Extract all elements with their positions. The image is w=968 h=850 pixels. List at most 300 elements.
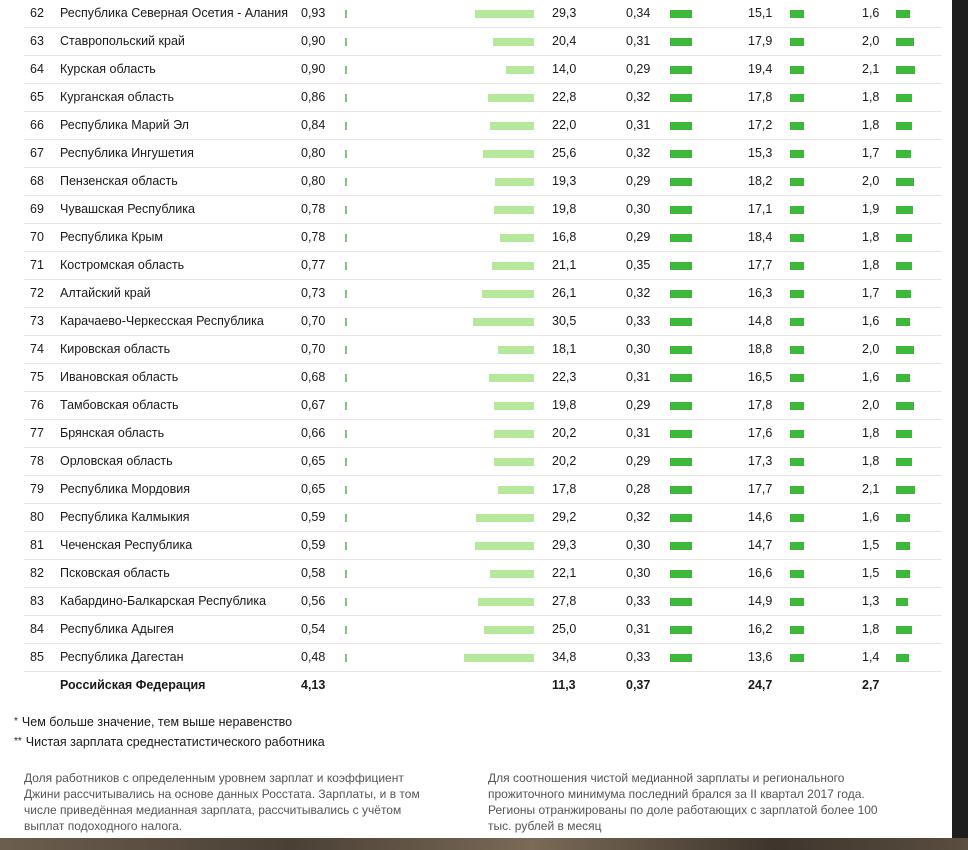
fin-cell: 2,7: [862, 678, 880, 692]
share-bar: [489, 374, 534, 382]
ratio-bar: [670, 122, 692, 130]
rank-cell: 69: [30, 202, 44, 216]
minwage-bar: [790, 430, 804, 438]
minwage-bar: [790, 290, 804, 298]
minwage-cell: 14,9: [748, 594, 773, 608]
rank-cell: 82: [30, 566, 44, 580]
fin-bar: [896, 486, 915, 494]
gini-bar: [345, 94, 347, 102]
ratio-bar: [670, 654, 692, 662]
share-bar: [498, 346, 534, 354]
table-row: [24, 448, 942, 476]
gini-bar: [345, 374, 347, 382]
fin-cell: 1,7: [862, 146, 880, 160]
ratio-bar: [670, 38, 692, 46]
share-bar: [484, 626, 534, 634]
fin-cell: 1,8: [862, 90, 880, 104]
gini-bar: [345, 234, 347, 242]
gini-bar: [345, 66, 347, 74]
table-row: [24, 616, 942, 644]
share-cell: 14,0: [552, 62, 577, 76]
ratio-cell: 0,30: [626, 566, 651, 580]
rank-cell: 74: [30, 342, 44, 356]
minwage-cell: 17,7: [748, 258, 773, 272]
minwage-bar: [790, 402, 804, 410]
region-name-cell: Республика Марий Эл: [60, 118, 189, 132]
minwage-cell: 18,8: [748, 342, 773, 356]
gini-cell: 0,78: [301, 202, 326, 216]
minwage-bar: [790, 10, 804, 18]
gini-cell: 0,73: [301, 286, 326, 300]
fin-bar: [896, 626, 912, 634]
gini-bar: [345, 542, 347, 550]
fin-bar: [896, 514, 910, 522]
gini-cell: 0,86: [301, 90, 326, 104]
footnote-1: * Чем больше значение, тем выше неравенство: [14, 715, 293, 729]
ratio-cell: 0,30: [626, 202, 651, 216]
ratio-bar: [670, 430, 692, 438]
fin-cell: 1,8: [862, 258, 880, 272]
share-cell: 19,8: [552, 398, 577, 412]
share-cell: 30,5: [552, 314, 577, 328]
fin-bar: [896, 570, 910, 578]
gini-cell: 0,77: [301, 258, 326, 272]
gini-bar: [345, 654, 347, 662]
share-bar: [464, 654, 534, 662]
ratio-cell: 0,33: [626, 650, 651, 664]
minwage-bar: [790, 626, 804, 634]
share-bar: [494, 430, 534, 438]
fin-bar: [896, 178, 914, 186]
share-cell: 20,2: [552, 454, 577, 468]
gini-bar: [345, 38, 347, 46]
table-row: [24, 28, 942, 56]
fin-cell: 2,0: [862, 174, 880, 188]
minwage-bar: [790, 66, 804, 74]
share-bar: [495, 178, 534, 186]
ratio-cell: 0,31: [626, 370, 651, 384]
ratio-cell: 0,32: [626, 90, 651, 104]
ratio-cell: 0,29: [626, 174, 651, 188]
ratio-bar: [670, 290, 692, 298]
region-name-cell: Кировская область: [60, 342, 171, 356]
table-row: [24, 560, 942, 588]
ratio-cell: 0,32: [626, 286, 651, 300]
fin-cell: 1,8: [862, 426, 880, 440]
ratio-bar: [670, 10, 692, 18]
rank-cell: 68: [30, 174, 44, 188]
region-name-cell: Тамбовская область: [60, 398, 179, 412]
fin-cell: 1,8: [862, 454, 880, 468]
rank-cell: 62: [30, 6, 44, 20]
gini-bar: [345, 346, 347, 354]
ratio-bar: [670, 318, 692, 326]
table-row: [24, 420, 942, 448]
fin-cell: 2,0: [862, 398, 880, 412]
fin-bar: [896, 262, 912, 270]
table-row: [24, 476, 942, 504]
table-row: [24, 392, 942, 420]
minwage-cell: 17,8: [748, 90, 773, 104]
share-bar: [500, 234, 534, 242]
fin-cell: 1,4: [862, 650, 880, 664]
methodology-left: Доля работников с определенным уровнем зарплат и коэффициент Джини рассчитывались на основе данных Росстата. Зарплаты, и в том числе приведённая медианная зарплата, рассчитывались с учётом выплат подоходного налога.: [24, 771, 420, 833]
fin-cell: 1,6: [862, 6, 880, 20]
ratio-cell: 0,31: [626, 118, 651, 132]
gini-cell: 0,80: [301, 146, 326, 160]
region-name-cell: Пензенская область: [60, 174, 178, 188]
share-bar: [492, 262, 534, 270]
gini-cell: 0,65: [301, 454, 326, 468]
fin-bar: [896, 346, 914, 354]
share-bar: [494, 402, 534, 410]
table-row: [24, 56, 942, 84]
share-bar: [498, 486, 534, 494]
gini-cell: 0,84: [301, 118, 326, 132]
minwage-bar: [790, 598, 804, 606]
minwage-bar: [790, 542, 804, 550]
share-cell: 11,3: [552, 678, 576, 692]
fin-bar: [896, 10, 910, 18]
ratio-bar: [670, 206, 692, 214]
fin-cell: 1,8: [862, 230, 880, 244]
rank-cell: 67: [30, 146, 44, 160]
table-row: [24, 532, 942, 560]
rank-cell: 64: [30, 62, 44, 76]
minwage-cell: 17,9: [748, 34, 773, 48]
footnote-1-text: Чем больше значение, тем выше неравенство: [21, 715, 293, 729]
share-bar: [494, 206, 534, 214]
gini-bar: [345, 318, 347, 326]
share-cell: 16,8: [552, 230, 577, 244]
ratio-bar: [670, 346, 692, 354]
share-bar: [482, 290, 534, 298]
share-cell: 25,0: [552, 622, 577, 636]
share-cell: 20,4: [552, 34, 577, 48]
rank-cell: 76: [30, 398, 44, 412]
minwage-bar: [790, 374, 804, 382]
table-row: [24, 644, 942, 672]
fin-bar: [896, 374, 910, 382]
rank-cell: 73: [30, 314, 44, 328]
fin-bar: [896, 402, 914, 410]
ratio-cell: 0,31: [626, 622, 651, 636]
gini-cell: 0,93: [301, 6, 326, 20]
gini-bar: [345, 402, 347, 410]
region-name-cell: Республика Калмыкия: [60, 510, 190, 524]
ratio-bar: [670, 626, 692, 634]
share-bar: [506, 66, 534, 74]
ratio-cell: 0,35: [626, 258, 651, 272]
table-row: [24, 196, 942, 224]
rank-cell: 80: [30, 510, 44, 524]
minwage-bar: [790, 570, 804, 578]
window-edge: [952, 0, 968, 850]
share-bar: [483, 150, 534, 158]
minwage-bar: [790, 458, 804, 466]
fin-cell: 1,6: [862, 370, 880, 384]
minwage-bar: [790, 122, 804, 130]
region-name-cell: Карачаево-Черкесская Республика: [60, 314, 264, 328]
gini-bar: [345, 206, 347, 214]
share-cell: 22,1: [552, 566, 577, 580]
fin-bar: [896, 234, 912, 242]
ratio-cell: 0,29: [626, 62, 651, 76]
ratio-cell: 0,30: [626, 538, 651, 552]
ratio-bar: [670, 178, 692, 186]
gini-cell: 0,90: [301, 34, 326, 48]
minwage-cell: 16,2: [748, 622, 773, 636]
rank-cell: 84: [30, 622, 44, 636]
region-name-cell: Брянская область: [60, 426, 165, 440]
gini-bar: [345, 626, 347, 634]
share-bar: [488, 94, 534, 102]
fin-cell: 2,1: [862, 482, 880, 496]
minwage-cell: 24,7: [748, 678, 773, 692]
ratio-cell: 0,32: [626, 510, 651, 524]
share-bar: [475, 10, 534, 18]
rank-cell: 66: [30, 118, 44, 132]
ratio-cell: 0,29: [626, 230, 651, 244]
share-cell: 19,8: [552, 202, 577, 216]
region-name-cell: Орловская область: [60, 454, 173, 468]
table-row: [24, 84, 942, 112]
gini-bar: [345, 486, 347, 494]
region-name-cell: Республика Крым: [60, 230, 164, 244]
share-bar: [490, 570, 534, 578]
fin-cell: 2,0: [862, 342, 880, 356]
table-row: [24, 280, 942, 308]
region-name-cell: Ставропольский край: [60, 34, 185, 48]
fin-cell: 1,7: [862, 286, 880, 300]
minwage-cell: 15,3: [748, 146, 773, 160]
rank-cell: 75: [30, 370, 44, 384]
share-bar: [473, 318, 534, 326]
fin-bar: [896, 458, 912, 466]
fin-cell: 2,1: [862, 62, 880, 76]
minwage-bar: [790, 486, 804, 494]
ratio-cell: 0,37: [626, 678, 651, 692]
total-row: [24, 672, 942, 699]
gini-cell: 0,54: [301, 622, 326, 636]
ratio-bar: [670, 150, 692, 158]
share-bar: [493, 38, 534, 46]
gini-cell: 0,56: [301, 594, 326, 608]
fin-cell: 1,5: [862, 538, 880, 552]
minwage-cell: 15,1: [748, 6, 773, 20]
gini-cell: 0,70: [301, 342, 326, 356]
region-name-cell: Курская область: [60, 62, 156, 76]
gini-cell: 0,58: [301, 566, 326, 580]
minwage-cell: 14,6: [748, 510, 773, 524]
rank-cell: 70: [30, 230, 44, 244]
minwage-bar: [790, 150, 804, 158]
ratio-bar: [670, 458, 692, 466]
gini-cell: 0,68: [301, 370, 326, 384]
share-cell: 27,8: [552, 594, 577, 608]
gini-cell: 0,78: [301, 230, 326, 244]
fin-bar: [896, 94, 912, 102]
gini-bar: [345, 178, 347, 186]
minwage-cell: 14,8: [748, 314, 773, 328]
table-row: [24, 0, 942, 28]
minwage-bar: [790, 262, 804, 270]
ratio-cell: 0,34: [626, 6, 651, 20]
gini-cell: 0,59: [301, 510, 326, 524]
fin-cell: 1,5: [862, 566, 880, 580]
share-cell: 34,8: [552, 650, 577, 664]
share-bar: [476, 514, 534, 522]
gini-cell: 0,66: [301, 426, 326, 440]
fin-cell: 1,3: [862, 594, 880, 608]
share-cell: 29,3: [552, 538, 577, 552]
fin-bar: [896, 122, 912, 130]
table-row: [24, 252, 942, 280]
gini-bar: [345, 570, 347, 578]
table-row: [24, 336, 942, 364]
minwage-bar: [790, 206, 804, 214]
share-cell: 21,1: [552, 258, 577, 272]
share-cell: 22,8: [552, 90, 577, 104]
table-row: [24, 168, 942, 196]
ratio-bar: [670, 486, 692, 494]
ratio-cell: 0,31: [626, 34, 651, 48]
ratio-cell: 0,32: [626, 146, 651, 160]
rank-cell: 83: [30, 594, 44, 608]
minwage-cell: 16,6: [748, 566, 773, 580]
minwage-cell: 19,4: [748, 62, 773, 76]
rank-cell: 78: [30, 454, 44, 468]
fin-bar: [896, 542, 910, 550]
region-name-cell: Псковская область: [60, 566, 170, 580]
gini-bar: [345, 598, 347, 606]
gini-cell: 0,48: [301, 650, 326, 664]
share-cell: 20,2: [552, 426, 577, 440]
rank-cell: 85: [30, 650, 44, 664]
ratio-bar: [670, 66, 692, 74]
methodology-right: Для соотношения чистой медианной зарплаты и регионального прожиточного минимума последний брался за II квартал 2017 года. Регионы отранжированы по доле работающих с зарплатой более 100 тыс. рублей в месяц: [488, 771, 878, 833]
fin-cell: 2,0: [862, 34, 880, 48]
gini-cell: 0,67: [301, 398, 326, 412]
share-bar: [494, 458, 534, 466]
fin-bar: [896, 206, 913, 214]
fin-bar: [896, 598, 908, 606]
ratio-cell: 0,31: [626, 426, 651, 440]
minwage-cell: 18,4: [748, 230, 773, 244]
table-row: [24, 140, 942, 168]
table-row: [24, 364, 942, 392]
region-name-cell: Алтайский край: [60, 286, 151, 300]
footnotes: [14, 712, 325, 752]
gini-bar: [345, 10, 347, 18]
rank-cell: 79: [30, 482, 44, 496]
gini-cell: 0,59: [301, 538, 326, 552]
ratio-cell: 0,29: [626, 398, 651, 412]
fin-bar: [896, 38, 914, 46]
share-cell: 17,8: [552, 482, 577, 496]
share-cell: 29,2: [552, 510, 577, 524]
minwage-bar: [790, 346, 804, 354]
ratio-cell: 0,30: [626, 342, 651, 356]
share-cell: 22,0: [552, 118, 577, 132]
region-name-cell: Республика Дагестан: [60, 650, 184, 664]
minwage-cell: 17,6: [748, 426, 773, 440]
fin-bar: [896, 654, 909, 662]
minwage-bar: [790, 234, 804, 242]
gini-cell: 0,90: [301, 62, 326, 76]
table-row: [24, 112, 942, 140]
ratio-cell: 0,33: [626, 594, 651, 608]
fin-cell: 1,6: [862, 314, 880, 328]
minwage-cell: 17,1: [748, 202, 773, 216]
gini-cell: 0,65: [301, 482, 326, 496]
table-row: [24, 504, 942, 532]
minwage-cell: 16,3: [748, 286, 773, 300]
share-cell: 26,1: [552, 286, 577, 300]
fin-bar: [896, 318, 910, 326]
ratio-bar: [670, 94, 692, 102]
share-cell: 29,3: [552, 6, 577, 20]
minwage-cell: 14,7: [748, 538, 773, 552]
gini-cell: 4,13: [301, 678, 326, 692]
minwage-cell: 18,2: [748, 174, 773, 188]
minwage-cell: 13,6: [748, 650, 773, 664]
ratio-bar: [670, 514, 692, 522]
ratio-cell: 0,29: [626, 454, 651, 468]
ratio-bar: [670, 374, 692, 382]
share-cell: 25,6: [552, 146, 577, 160]
fin-bar: [896, 150, 911, 158]
regions-table: [24, 0, 942, 699]
minwage-cell: 17,3: [748, 454, 773, 468]
table-row: [24, 588, 942, 616]
minwage-cell: 17,8: [748, 398, 773, 412]
share-bar: [478, 598, 534, 606]
ratio-bar: [670, 262, 692, 270]
table-row: [24, 224, 942, 252]
minwage-cell: 17,2: [748, 118, 773, 132]
region-name-cell: Костромская область: [60, 258, 185, 272]
minwage-cell: 17,7: [748, 482, 773, 496]
gini-bar: [345, 430, 347, 438]
minwage-bar: [790, 514, 804, 522]
rank-cell: 77: [30, 426, 44, 440]
rank-cell: 71: [30, 258, 44, 272]
share-bar: [490, 122, 534, 130]
ratio-bar: [670, 234, 692, 242]
region-name-cell: Республика Адыгея: [60, 622, 174, 636]
rank-cell: 65: [30, 90, 44, 104]
footnote-2-text: Чистая зарплата среднестатистического работника: [25, 735, 325, 749]
gini-bar: [345, 262, 347, 270]
fin-bar: [896, 290, 911, 298]
gini-bar: [345, 290, 347, 298]
gini-bar: [345, 150, 347, 158]
region-name-cell: Республика Северная Осетия - Алания: [60, 6, 289, 20]
bottom-edge: [0, 838, 968, 850]
region-name-cell: Курганская область: [60, 90, 174, 104]
rank-cell: 81: [30, 538, 44, 552]
rank-cell: 63: [30, 34, 44, 48]
fin-cell: 1,9: [862, 202, 880, 216]
minwage-bar: [790, 94, 804, 102]
ratio-bar: [670, 598, 692, 606]
gini-cell: 0,80: [301, 174, 326, 188]
region-name-cell: Ивановская область: [60, 370, 179, 384]
minwage-bar: [790, 654, 804, 662]
gini-cell: 0,70: [301, 314, 326, 328]
table-row: [24, 308, 942, 336]
